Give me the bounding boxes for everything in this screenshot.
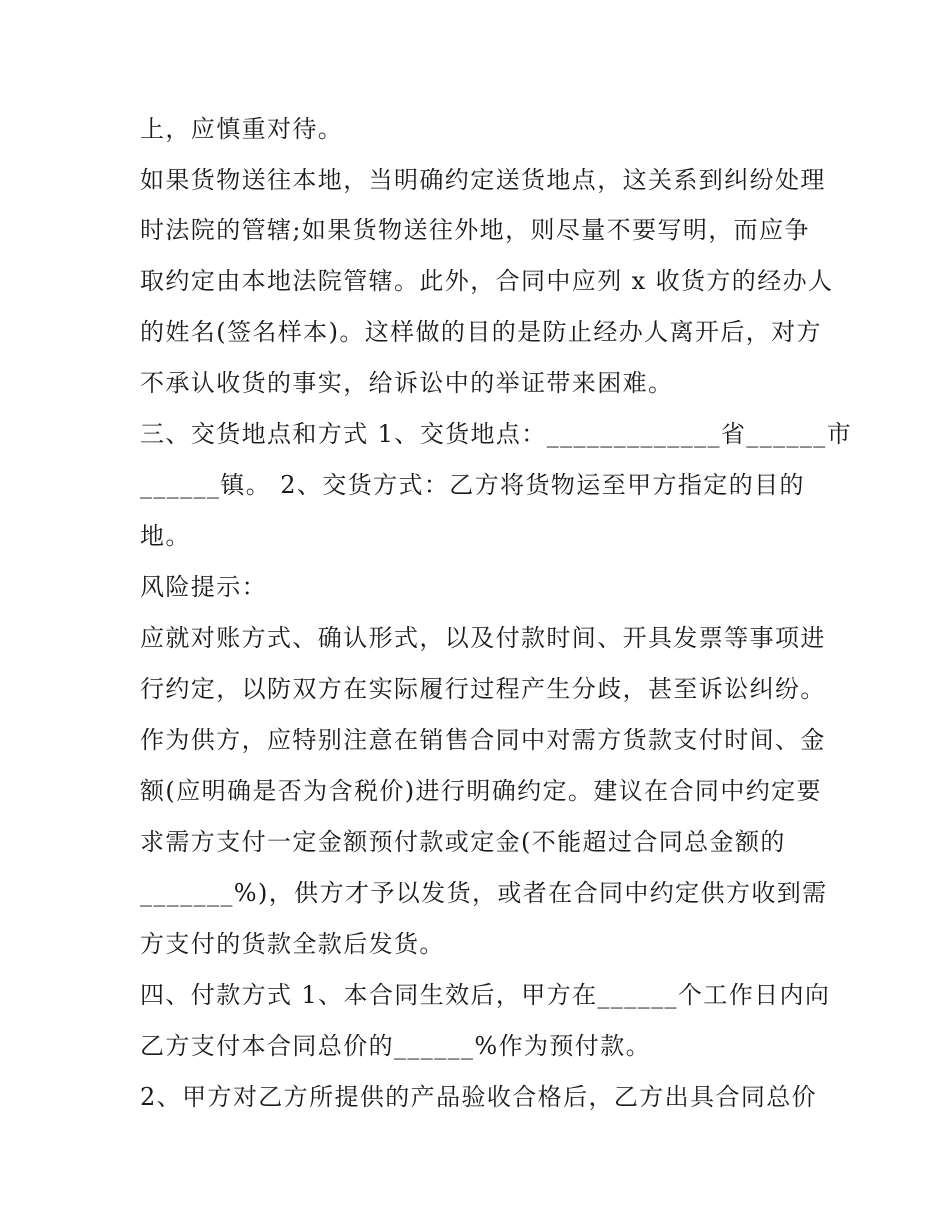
text-line: 取约定由本地法院管辖。此外，合同中应列 x 收货方的经办人: [140, 267, 834, 295]
text-line: 如果货物送往本地，当明确约定送货地点，这关系到纠纷处理: [140, 166, 826, 194]
section-heading: 风险提示：: [140, 573, 267, 601]
text-line: 2、甲方对乙方所提供的产品验收合格后，乙方出具合同总价: [140, 1083, 818, 1111]
text-line: ______镇。 2、交货方式：乙方将货物运至甲方指定的目的: [140, 471, 805, 499]
text-line: 行约定，以防双方在实际履行过程产生分歧，甚至诉讼纠纷。: [140, 675, 826, 703]
text-line: 上，应慎重对待。: [140, 115, 344, 143]
text-line: 地。: [140, 522, 191, 550]
text-line: 额(应明确是否为含税价)进行明确约定。建议在合同中约定要: [140, 777, 822, 805]
text-line: 作为供方，应特别注意在销售合同中对需方货款支付时间、金: [140, 726, 826, 754]
text-line: 乙方支付本合同总价的______%作为预付款。: [140, 1032, 652, 1060]
text-line: 应就对账方式、确认形式，以及付款时间、开具发票等事项进: [140, 624, 826, 652]
text-line: 三、交货地点和方式 1、交货地点：_____________省______市: [140, 420, 853, 448]
text-line: 的姓名(签名样本)。这样做的目的是防止经办人离开后，对方: [140, 318, 822, 346]
text-line: 不承认收货的事实，给诉讼中的举证带来困难。: [140, 369, 674, 397]
text-line: 时法院的管辖;如果货物送往外地，则尽量不要写明，而应争: [140, 216, 810, 244]
text-line: 求需方支付一定金额预付款或定金(不能超过合同总金额的: [140, 828, 786, 856]
text-line: _______%)，供方才予以发货，或者在合同中约定供方收到需: [140, 879, 828, 907]
text-line: 四、付款方式 1、本合同生效后，甲方在______个工作日内向: [140, 981, 831, 1009]
text-line: 方支付的货款全款后发货。: [140, 930, 445, 958]
